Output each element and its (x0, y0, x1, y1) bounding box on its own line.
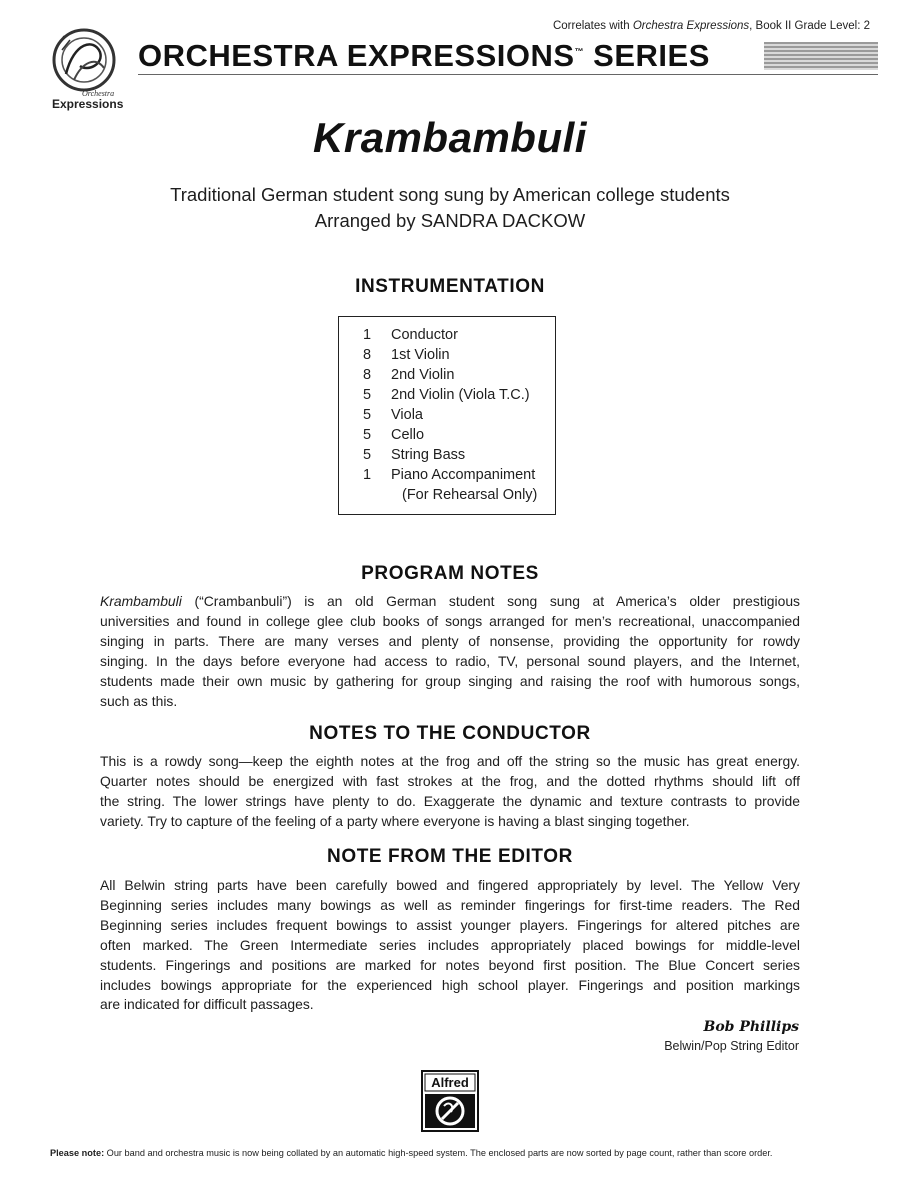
text-line: Beginning series includes frequent bowings to assist younger players. Fingerings for altered pitches are (100, 916, 800, 933)
text-line: Quarter notes should be energized with fast strokes at the frog, and the dotted rhythms should lift off (100, 772, 800, 789)
banner-stripes (764, 42, 878, 70)
text-line: All Belwin string parts have been carefully bowed and fingered appropriately by level. The Yellow Very (100, 877, 800, 893)
program-notes-heading: PROGRAM NOTES (361, 563, 539, 584)
svg-text:Orchestra: Orchestra (82, 89, 115, 98)
text-line: such as this. (100, 692, 178, 709)
editor-role: Belwin/Pop String Editor (664, 1039, 799, 1053)
instrument-row: 5 Viola (363, 407, 423, 423)
svg-text:Expressions: Expressions (52, 97, 124, 111)
instrument-row: 5 Cello (363, 427, 425, 443)
text-line: students. Fingerings and positions are marked for notes beyond first position. The Blue Concert series (100, 956, 800, 973)
conductor-notes-heading: NOTES TO THE CONDUCTOR (309, 723, 591, 744)
editor-note-heading: NOTE FROM THE EDITOR (327, 846, 573, 867)
header-rule (138, 74, 878, 75)
editor-signature: Bob Phillips (703, 1019, 799, 1035)
instrumentation-heading: INSTRUMENTATION (355, 276, 545, 297)
text-line: includes bowings appropriate for the experienced high school player. Fingerings and position markings (100, 976, 800, 993)
series-title: ORCHESTRA EXPRESSIONS™ SERIES (138, 38, 710, 73)
text-line: the string. The lower strings have plenty to do. Exaggerate the dynamic and texture contrasts to provide (100, 792, 800, 809)
program-notes-text (100, 592, 800, 711)
piece-title: Krambambuli (313, 114, 587, 161)
subtitle-origin: Traditional German student song sung by American college students (170, 184, 730, 205)
text-line: universities and found in college glee club books of songs arranged for men’s recreational, unaccompanied (100, 612, 800, 629)
text-line: are indicated for difficult passages. (100, 996, 314, 1013)
instrument-row: 5 2nd Violin (Viola T.C.) (363, 387, 530, 403)
subtitle-arranger: Arranged by SANDRA DACKOW (314, 210, 586, 231)
text-line: students made their own music by gathering for group singing and raising the roof with humorous songs, (100, 672, 800, 689)
conductor-notes-text (100, 752, 800, 832)
series-banner (138, 38, 878, 74)
instrument-row: 8 1st Violin (363, 347, 450, 363)
instrument-row: 8 2nd Violin (363, 367, 455, 383)
text-line: singing in parts. There are many verses and plenty of nonsense, providing the opportunity for rowdy (100, 632, 800, 649)
rehearsal-only-note: (For Rehearsal Only) (402, 487, 538, 503)
orchestra-expressions-logo (44, 22, 128, 114)
instrument-row: 1 Piano Accompaniment (363, 467, 536, 483)
text-line: Beginning series includes many bowings as well as reminder fingerings for first-time readers. The Red (100, 896, 800, 913)
editor-note-text (100, 876, 800, 1015)
text-line: This is a rowdy song—keep the eighth notes at the frog and off the string so the music has great energy. (100, 753, 800, 769)
text-line: variety. Try to capture of the feeling of a party where everyone is having a blast singing together. (100, 812, 690, 829)
text-line: often marked. The Green Intermediate series includes appropriately placed bowings for middle-level (100, 936, 800, 953)
correlates-note: Correlates with Orchestra Expressions, Book II Grade Level: 2 (552, 20, 870, 32)
text-line: singing. In the days before everyone had access to radio, TV, personal sound players, and the Internet, (100, 652, 800, 669)
footer-note: Please note: Our band and orchestra music is now being collated by an automatic high-speed system. The enclosed parts are now sorted by page count, rather than score order. (50, 1148, 773, 1158)
instrumentation-box (338, 316, 556, 515)
svg-text:Alfred: Alfred (431, 1075, 469, 1090)
alfred-logo (421, 1070, 479, 1132)
instrument-row: 5 String Bass (363, 447, 466, 463)
text-line: Krambambuli (“Crambanbuli”) is an old German student song sung at America’s older prestigious (100, 593, 800, 609)
instrument-row: 1 Conductor (363, 327, 458, 343)
